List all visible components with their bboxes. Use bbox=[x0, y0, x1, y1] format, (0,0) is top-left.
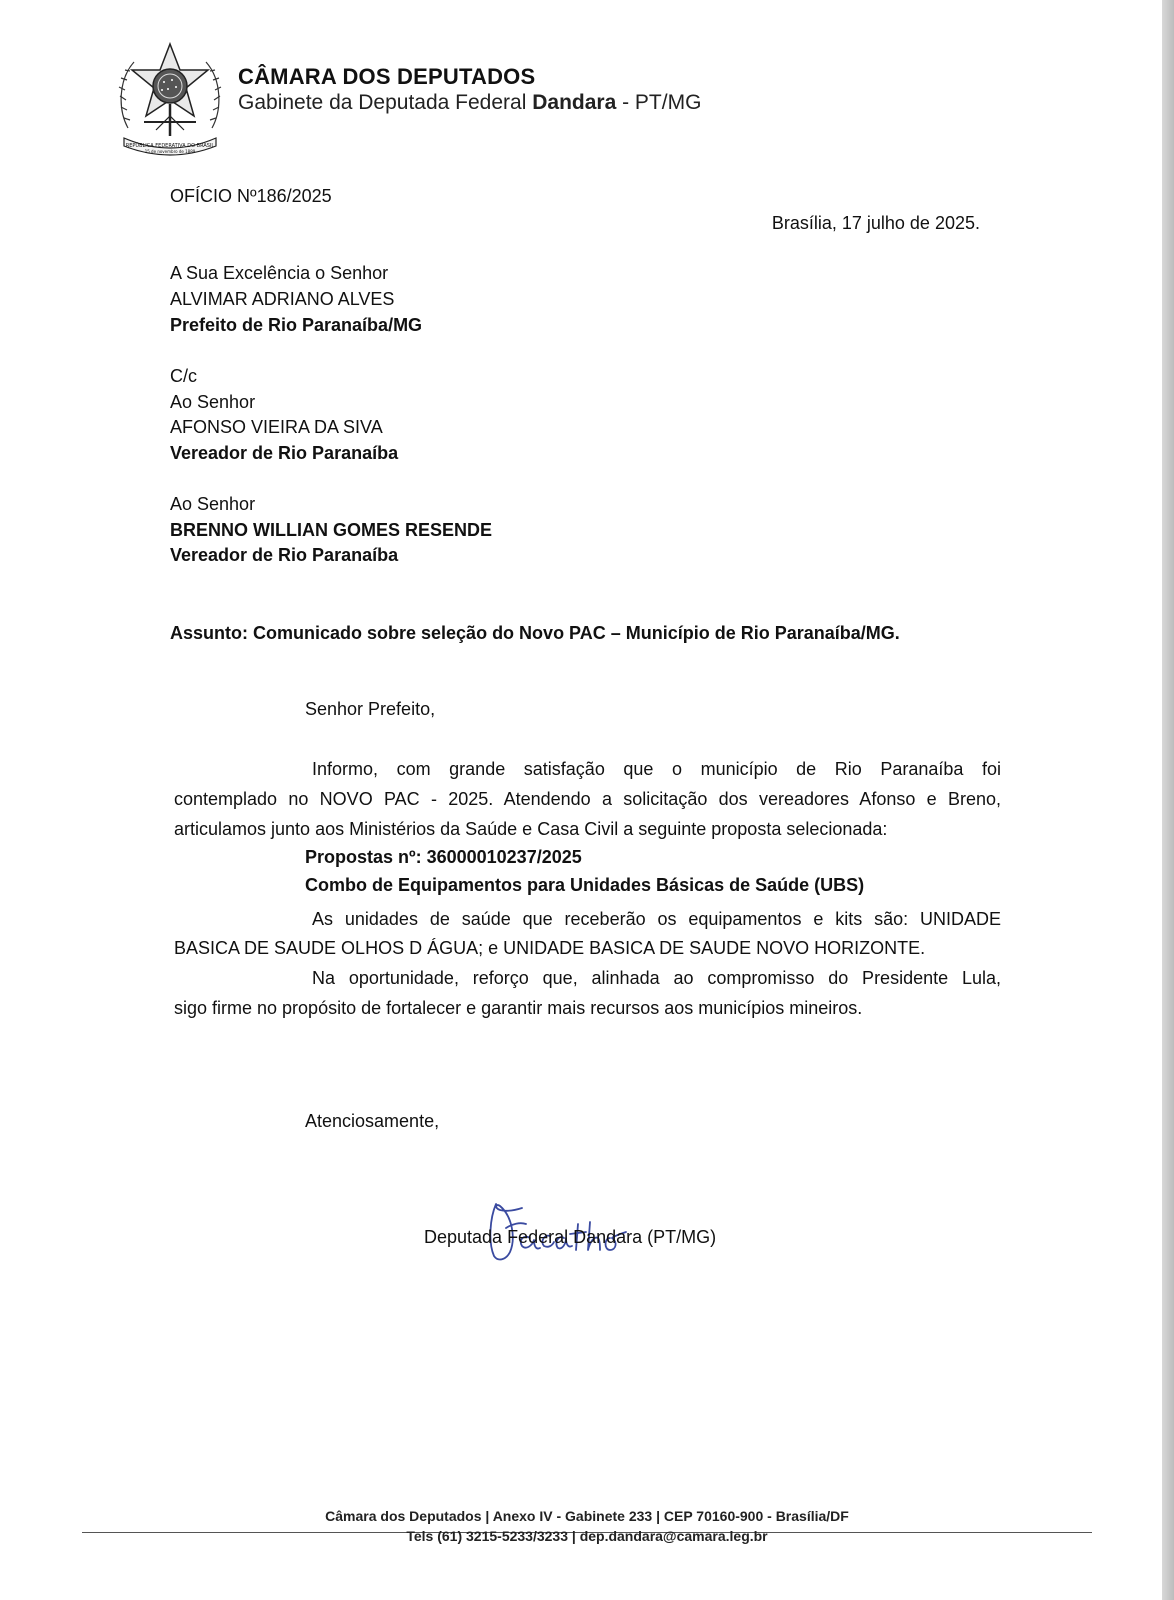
body-p2-line1: As unidades de saúde que receberão os equipamentos e kits são: UNIDADE bbox=[312, 909, 1001, 929]
page-edge bbox=[1162, 0, 1174, 1600]
cc-1-title: Vereador de Rio Paranaíba bbox=[170, 443, 399, 463]
cc-2-name: BRENNO WILLIAN GOMES RESENDE bbox=[170, 520, 493, 540]
body-p1-line2: contemplado no NOVO PAC - 2025. Atendendo a solicitação dos vereadores Afonso e Breno, bbox=[174, 789, 1001, 809]
signatory-name: Deputada Federal Dandara (PT/MG) bbox=[424, 1227, 717, 1247]
subject-line: Assunto: Comunicado sobre seleção do Novo PAC – Município de Rio Paranaíba/MG. bbox=[170, 623, 900, 643]
svg-text:15 de novembro de 1889: 15 de novembro de 1889 bbox=[144, 149, 196, 154]
office-name: Gabinete da Deputada Federal Dandara - PT/MG bbox=[238, 91, 702, 114]
reference-number: OFÍCIO Nº186/2025 bbox=[170, 186, 332, 206]
institution-name: CÂMARA DOS DEPUTADOS bbox=[238, 64, 536, 89]
proposal-title: Combo de Equipamentos para Unidades Básicas de Saúde (UBS) bbox=[305, 875, 865, 895]
addressee-title: Prefeito de Rio Paranaíba/MG bbox=[170, 315, 423, 335]
addressee-salutation: A Sua Excelência o Senhor bbox=[170, 263, 389, 283]
letterhead bbox=[238, 64, 701, 116]
body-p2-line2: BASICA DE SAUDE OLHOS D ÁGUA; e UNIDADE BASICA DE SAUDE NOVO HORIZONTE. bbox=[174, 938, 926, 958]
svg-text:REPÚBLICA FEDERATIVA DO BRASIL: REPÚBLICA FEDERATIVA DO BRASIL bbox=[125, 143, 215, 149]
footer-address: Câmara dos Deputados | Anexo IV - Gabinete 233 | CEP 70160-900 - Brasília/DF bbox=[325, 1508, 849, 1524]
footer-contact: Tels (61) 3215-5233/3233 | dep.dandara@camara.leg.br bbox=[406, 1528, 768, 1544]
closing: Atenciosamente, bbox=[305, 1111, 440, 1131]
cc-2-title: Vereador de Rio Paranaíba bbox=[170, 545, 399, 565]
addressee-name: ALVIMAR ADRIANO ALVES bbox=[170, 289, 395, 309]
body-p1-line3: articulamos junto aos Ministérios da Saúde e Casa Civil a seguinte proposta selecionada: bbox=[174, 819, 888, 839]
body-p1-line1: Informo, com grande satisfação que o município de Rio Paranaíba foi bbox=[312, 759, 1001, 779]
body-p3-line1: Na oportunidade, reforço que, alinhada ao compromisso do Presidente Lula, bbox=[312, 968, 1001, 988]
cc-1-salutation: Ao Senhor bbox=[170, 392, 256, 412]
coat-of-arms-seal bbox=[116, 40, 224, 158]
cc-label: C/c bbox=[170, 366, 197, 386]
proposal-number: Propostas nº: 36000010237/2025 bbox=[305, 847, 582, 867]
cc-2-salutation: Ao Senhor bbox=[170, 494, 256, 514]
body-p3-line2: sigo firme no propósito de fortalecer e garantir mais recursos aos municípios mineiros. bbox=[174, 998, 863, 1018]
greeting: Senhor Prefeito, bbox=[305, 699, 436, 719]
cc-1-name: AFONSO VIEIRA DA SIVA bbox=[170, 417, 383, 437]
letter-date: Brasília, 17 julho de 2025. bbox=[771, 213, 980, 233]
